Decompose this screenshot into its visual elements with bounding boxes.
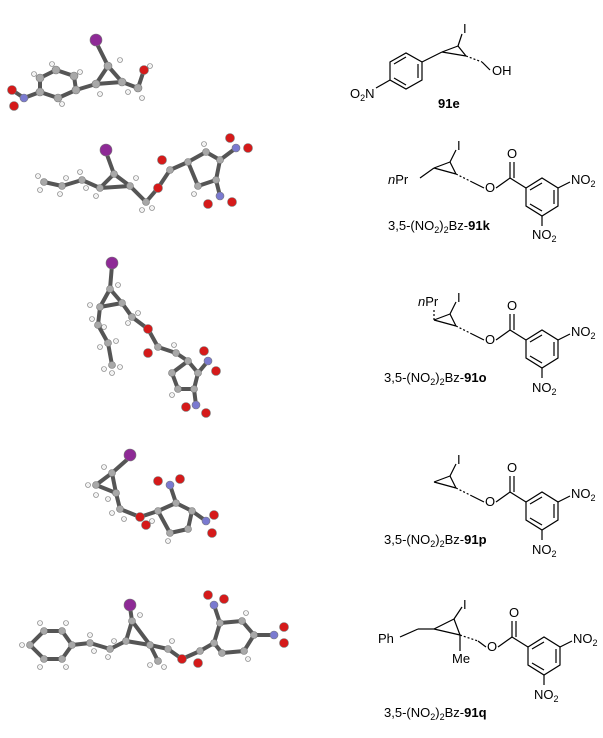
methyl-label: Me xyxy=(452,651,471,666)
compound-label-91q: $3,5-(NO_2)_2Bz-91q$ xyxy=(384,705,487,722)
ester-oxygen-label: O xyxy=(487,639,498,654)
nitro-label-b: $NO_2$ xyxy=(532,380,557,397)
xray-structure-91o xyxy=(0,255,300,425)
structure-91o xyxy=(320,290,600,410)
xray-structure-91p xyxy=(0,425,300,565)
structure-91k xyxy=(320,140,600,255)
xray-structure-91q xyxy=(0,565,320,715)
iodine-label: I xyxy=(457,138,461,153)
iodine-label: I xyxy=(463,21,467,36)
npropyl-label: nPr xyxy=(418,294,439,309)
phenyl-label: Ph xyxy=(378,631,394,646)
compound-label-91p: $3,5-(NO_2)_2Bz-91p$ xyxy=(384,532,487,549)
structure-91p xyxy=(320,450,600,565)
xray-structure-91e xyxy=(0,0,300,130)
nitro-label-a: $NO_2$ xyxy=(573,631,598,648)
carbonyl-oxygen-label: O xyxy=(507,146,518,161)
hydroxyl-label: OH xyxy=(492,63,512,78)
row-91p xyxy=(0,425,603,565)
ester-oxygen-label: O xyxy=(485,332,496,347)
row-91o xyxy=(0,255,603,425)
structure-91q xyxy=(320,597,603,735)
row-91e xyxy=(0,0,603,130)
npropyl-label: nPr xyxy=(388,172,409,187)
iodine-label: I xyxy=(457,290,461,305)
nitro-label-b: $NO_2$ xyxy=(532,227,557,244)
ester-oxygen-label: O xyxy=(485,494,496,509)
carbonyl-oxygen-label: O xyxy=(507,460,518,475)
compound-label-91o: $3,5-(NO_2)_2Bz-91o$ xyxy=(384,370,487,387)
row-91q xyxy=(0,565,603,738)
structure-91e xyxy=(330,20,570,120)
iodine-label: I xyxy=(457,452,461,467)
iodine-label: I xyxy=(463,597,467,612)
nitro-label: $O_2N$ xyxy=(350,86,375,103)
carbonyl-oxygen-label: O xyxy=(509,605,520,620)
carbonyl-oxygen-label: O xyxy=(507,298,518,313)
compound-label-91e: 91e xyxy=(438,96,460,111)
nitro-label-b: $NO_2$ xyxy=(532,542,557,559)
ester-oxygen-label: O xyxy=(485,180,496,195)
nitro-label-b: $NO_2$ xyxy=(534,687,559,704)
nitro-label-a: $NO_2$ xyxy=(571,172,596,189)
nitro-label-a: $NO_2$ xyxy=(571,486,596,503)
nitro-label-a: $NO_2$ xyxy=(571,324,596,341)
row-91k xyxy=(0,130,603,255)
xray-structure-91k xyxy=(0,130,300,255)
compound-label-91k: $3,5-(NO_2)_2Bz-91k$ xyxy=(388,218,490,235)
